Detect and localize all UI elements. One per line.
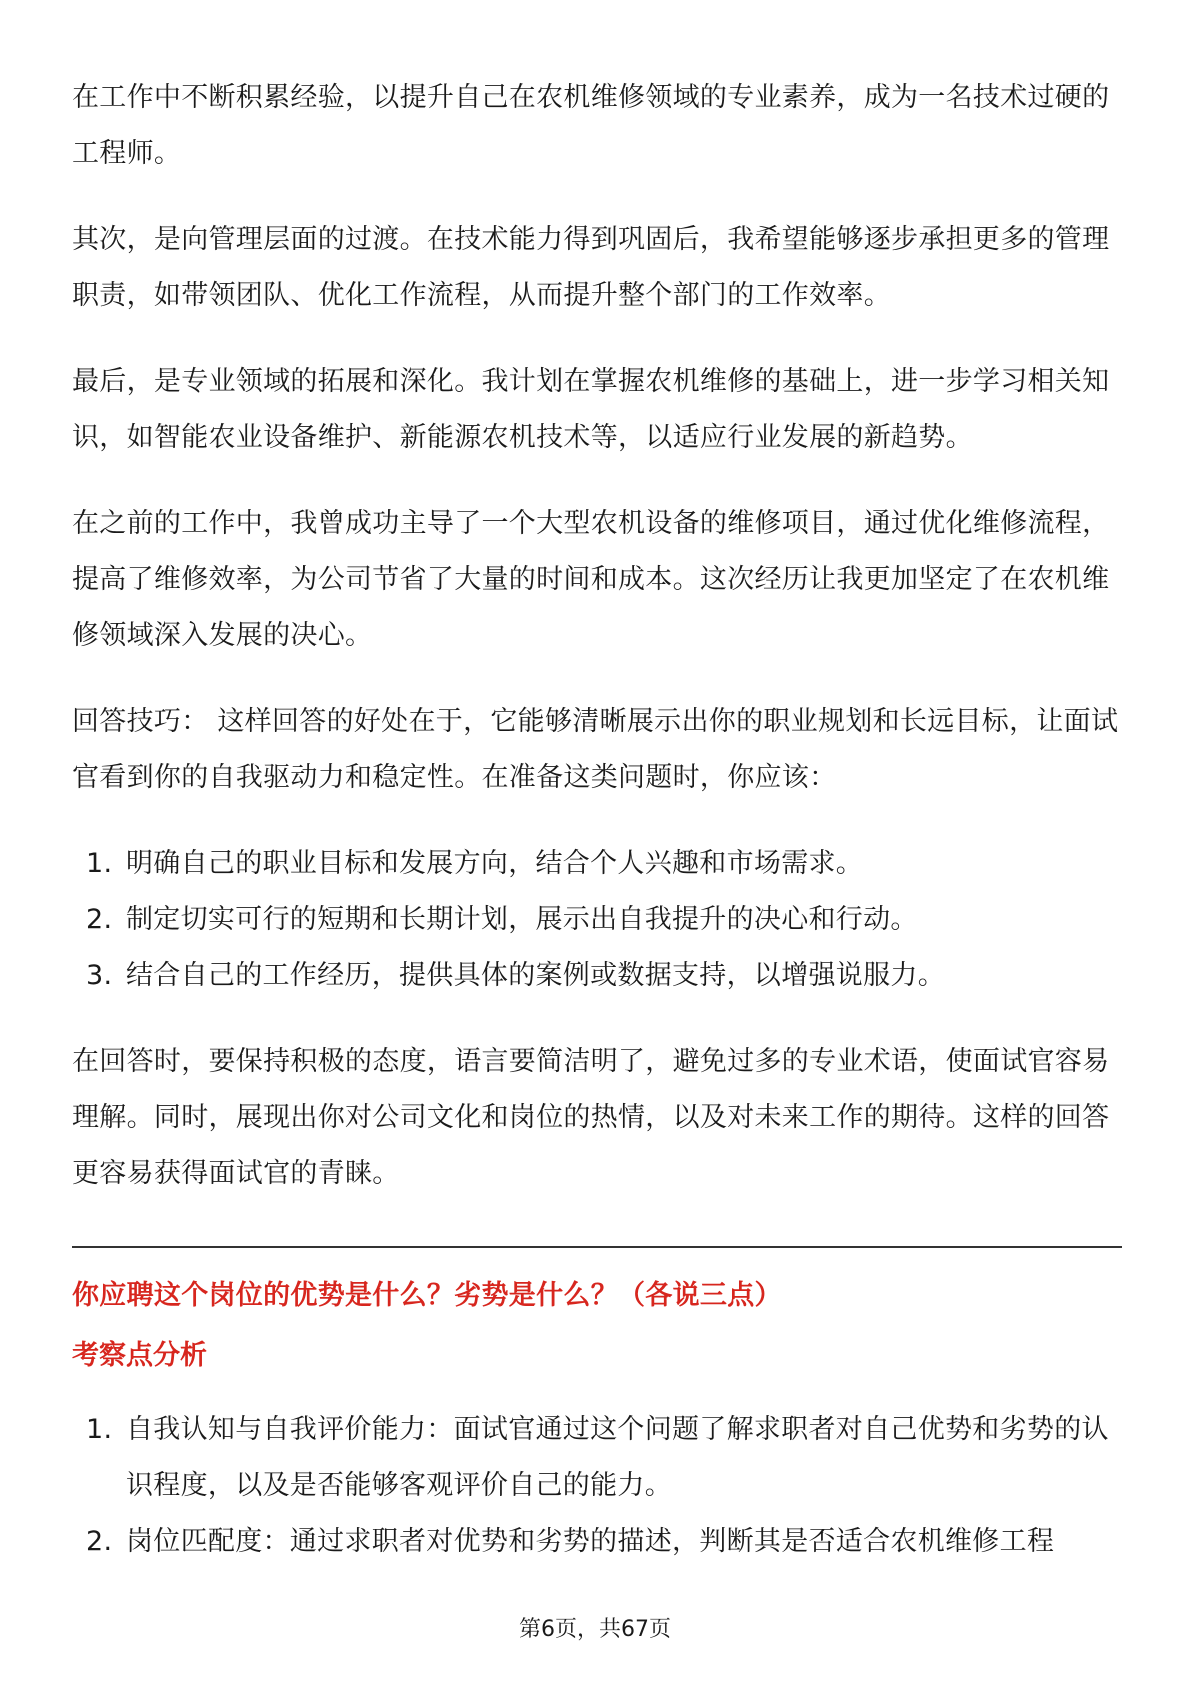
analysis-heading: 考察点分析 — [72, 1340, 207, 1371]
paragraph: 最后，是专业领域的拓展和深化。我计划在掌握农机维修的基础上，进一步学习相关知识，如智能农业设备维护、新能源农机技术等，以适应行业发展的新趋势。 — [72, 366, 1110, 453]
question-heading: 你应聘这个岗位的优势是什么？劣势是什么？（各说三点） — [72, 1280, 782, 1311]
list-number: 1. — [86, 1414, 113, 1445]
list-item — [72, 892, 1122, 948]
analysis-list — [72, 1402, 1122, 1570]
section-divider — [72, 1246, 1122, 1248]
list-item-text: 自我认知与自我评价能力：面试官通过这个问题了解求职者对自己优势和劣势的认识程度，以及是否能够客观评价自己的能力。 — [126, 1414, 1109, 1501]
answer-tips-paragraph: 回答技巧： 这样回答的好处在于，它能够清晰展示出你的职业规划和长远目标，让面试官看到你的自我驱动力和稳定性。在准备这类问题时，你应该： — [72, 706, 1119, 793]
list-item-text: 制定切实可行的短期和长期计划，展示出自我提升的决心和行动。 — [126, 904, 918, 935]
list-item-text: 结合自己的工作经历，提供具体的案例或数据支持，以增强说服力。 — [126, 960, 945, 991]
list-number: 2. — [86, 904, 113, 935]
list-number: 2. — [86, 1526, 113, 1557]
list-item — [72, 836, 1122, 892]
list-item — [72, 948, 1122, 1004]
document-page — [72, 70, 1122, 1600]
list-number: 1. — [86, 848, 113, 879]
list-item — [72, 1402, 1122, 1514]
list-item-text: 明确自己的职业目标和发展方向，结合个人兴趣和市场需求。 — [126, 848, 864, 879]
paragraph: 其次，是向管理层面的过渡。在技术能力得到巩固后，我希望能够逐步承担更多的管理职责，如带领团队、优化工作流程，从而提升整个部门的工作效率。 — [72, 224, 1110, 311]
list-item — [72, 1514, 1122, 1570]
tips-list — [72, 836, 1122, 1004]
closing-paragraph: 在回答时，要保持积极的态度，语言要简洁明了，避免过多的专业术语，使面试官容易理解。同时，展现出你对公司文化和岗位的热情，以及对未来工作的期待。这样的回答更容易获得面试官的青睐。 — [72, 1046, 1110, 1189]
paragraph: 在工作中不断积累经验，以提升自己在农机维修领域的专业素养，成为一名技术过硬的工程师。 — [72, 82, 1110, 169]
list-item-text: 岗位匹配度：通过求职者对优势和劣势的描述，判断其是否适合农机维修工程 — [126, 1526, 1055, 1557]
page-footer: 第6页，共67页 — [519, 1617, 671, 1642]
list-number: 3. — [86, 960, 113, 991]
paragraph: 在之前的工作中，我曾成功主导了一个大型农机设备的维修项目，通过优化维修流程，提高了维修效率，为公司节省了大量的时间和成本。这次经历让我更加坚定了在农机维修领域深入发展的决心。 — [72, 508, 1110, 651]
